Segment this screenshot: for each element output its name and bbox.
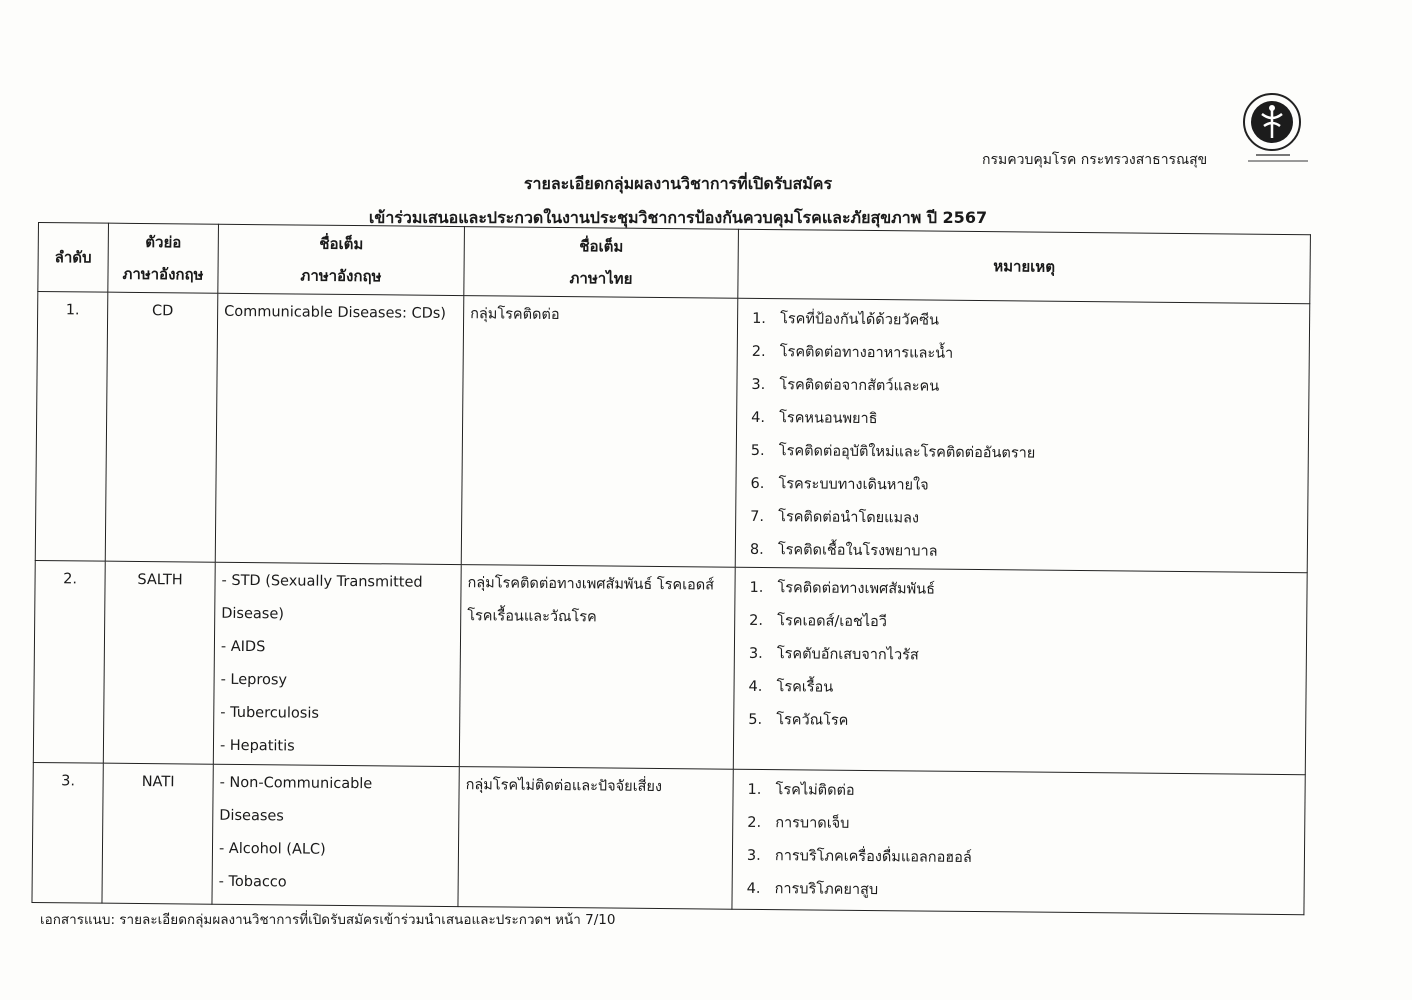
row-english-name (212, 764, 459, 906)
row-order: 2. (33, 560, 105, 763)
organization-name: กรมควบคุมโรค กระทรวงสาธารณสุข (982, 152, 1208, 168)
remark-item: 3. การบริโภคเครื่องดื่มแอลกอฮอล์ (746, 847, 972, 866)
header-thai-name (464, 227, 739, 299)
row-abbreviation: CD (105, 292, 218, 562)
english-name-line: - AIDS (220, 638, 266, 656)
english-name-line: Disease) (221, 605, 285, 623)
document-title-line-2: เข้าร่วมเสนอและประกวดในงานประชุมวิชาการป้องกันควบคุมโรคและภัยสุขภาพ ปี 2567 (368, 208, 988, 227)
row-order: 1. (35, 292, 108, 562)
row-order: 3. (32, 762, 103, 903)
header-abbreviation-line-2: ภาษาอังกฤษ (122, 264, 204, 284)
document-title-line-1: รายละเอียดกลุ่มผลงานวิชาการที่เปิดรับสมัคร (523, 174, 833, 193)
header-thai-line-1: ชื่อเต็ม (579, 237, 624, 256)
row-remarks (732, 769, 1305, 914)
category-table-wrapper (31, 222, 1309, 915)
row-thai-name: กลุ่มโรคติดต่อ (461, 296, 738, 568)
header-english-line-1: ชื่อเต็ม (319, 234, 364, 254)
row-remarks (735, 298, 1310, 572)
remark-item: 6. โรคระบบทางเดินหายใจ (750, 475, 929, 494)
remark-item: 2. โรคติดต่อทางอาหารและน้ำ (751, 343, 954, 362)
remark-item: 2. โรคเอดส์/เอชไอวี (749, 612, 888, 631)
header-abbreviation-line-1: ตัวย่อ (145, 233, 182, 252)
english-name-line: Diseases (219, 807, 284, 825)
remark-item: 1. โรคที่ป้องกันได้ด้วยวัคซีน (752, 310, 940, 329)
row-english-name (213, 562, 461, 766)
header-english-line-2: ภาษาอังกฤษ (300, 266, 382, 286)
remark-item: 5. โรควัณโรค (748, 711, 849, 729)
remark-item: 4. การบริโภคยาสูบ (746, 880, 879, 899)
remark-item: 7. โรคติดต่อนำโดยแมลง (750, 508, 920, 527)
english-name-line: - Leprosy (220, 671, 288, 689)
english-name-line: Communicable Diseases: CDs) (224, 303, 447, 322)
row-remarks (733, 567, 1307, 774)
table-row (32, 762, 1305, 914)
attachment-footer-note: เอกสารแนบ: รายละเอียดกลุ่มผลงานวิชาการที่เปิดรับสมัครเข้าร่วมนำเสนอและประกวดฯ หน้า 7/10 (40, 912, 616, 928)
row-thai-name: กลุ่มโรคไม่ติดต่อและปัจจัยเสี่ยง (458, 767, 733, 910)
header-english-name (218, 224, 465, 295)
header-remarks: หมายเหตุ (738, 229, 1311, 303)
remark-item: 8. โรคติดเชื้อในโรงพยาบาล (749, 541, 938, 560)
remark-item: 1. โรคติดต่อทางเพศสัมพันธ์ (749, 579, 936, 598)
english-name-line: - STD (Sexually Transmitted (221, 572, 423, 591)
category-table (31, 222, 1310, 915)
row-abbreviation: NATI (102, 763, 213, 904)
department-seal-logo (1234, 92, 1314, 168)
remark-item: 3. โรคตับอักเสบจากไวรัส (748, 645, 919, 664)
english-name-line: - Alcohol (ALC) (218, 840, 326, 858)
remark-item: 3. โรคติดต่อจากสัตว์และคน (751, 376, 940, 395)
english-name-line: - Tuberculosis (220, 704, 320, 722)
table-header-row (38, 223, 1311, 304)
english-name-line: - Non-Communicable (219, 774, 373, 793)
table-row (33, 560, 1307, 774)
row-thai-name: กลุ่มโรคติดต่อทางเพศสัมพันธ์ โรคเอดส์ โรคเรื้อนและวัณโรค (459, 565, 735, 770)
remark-item: 4. โรคหนอนพยาธิ (751, 409, 878, 428)
header-thai-line-2: ภาษาไทย (569, 269, 633, 288)
remark-item: 5. โรคติดต่ออุบัติใหม่และโรคติดต่ออันตราย (750, 442, 1036, 462)
remark-item: 4. โรคเรื้อน (748, 678, 834, 696)
row-abbreviation: SALTH (103, 561, 215, 764)
english-name-line: - Tobacco (218, 873, 287, 891)
english-name-line: - Hepatitis (219, 737, 295, 755)
row-english-name (215, 293, 464, 564)
header-order: ลำดับ (38, 223, 109, 293)
header-abbreviation (108, 223, 219, 293)
remark-item: 1. โรคไม่ติดต่อ (747, 781, 855, 799)
remark-item: 2. การบาดเจ็บ (747, 814, 850, 832)
table-row (35, 292, 1310, 573)
